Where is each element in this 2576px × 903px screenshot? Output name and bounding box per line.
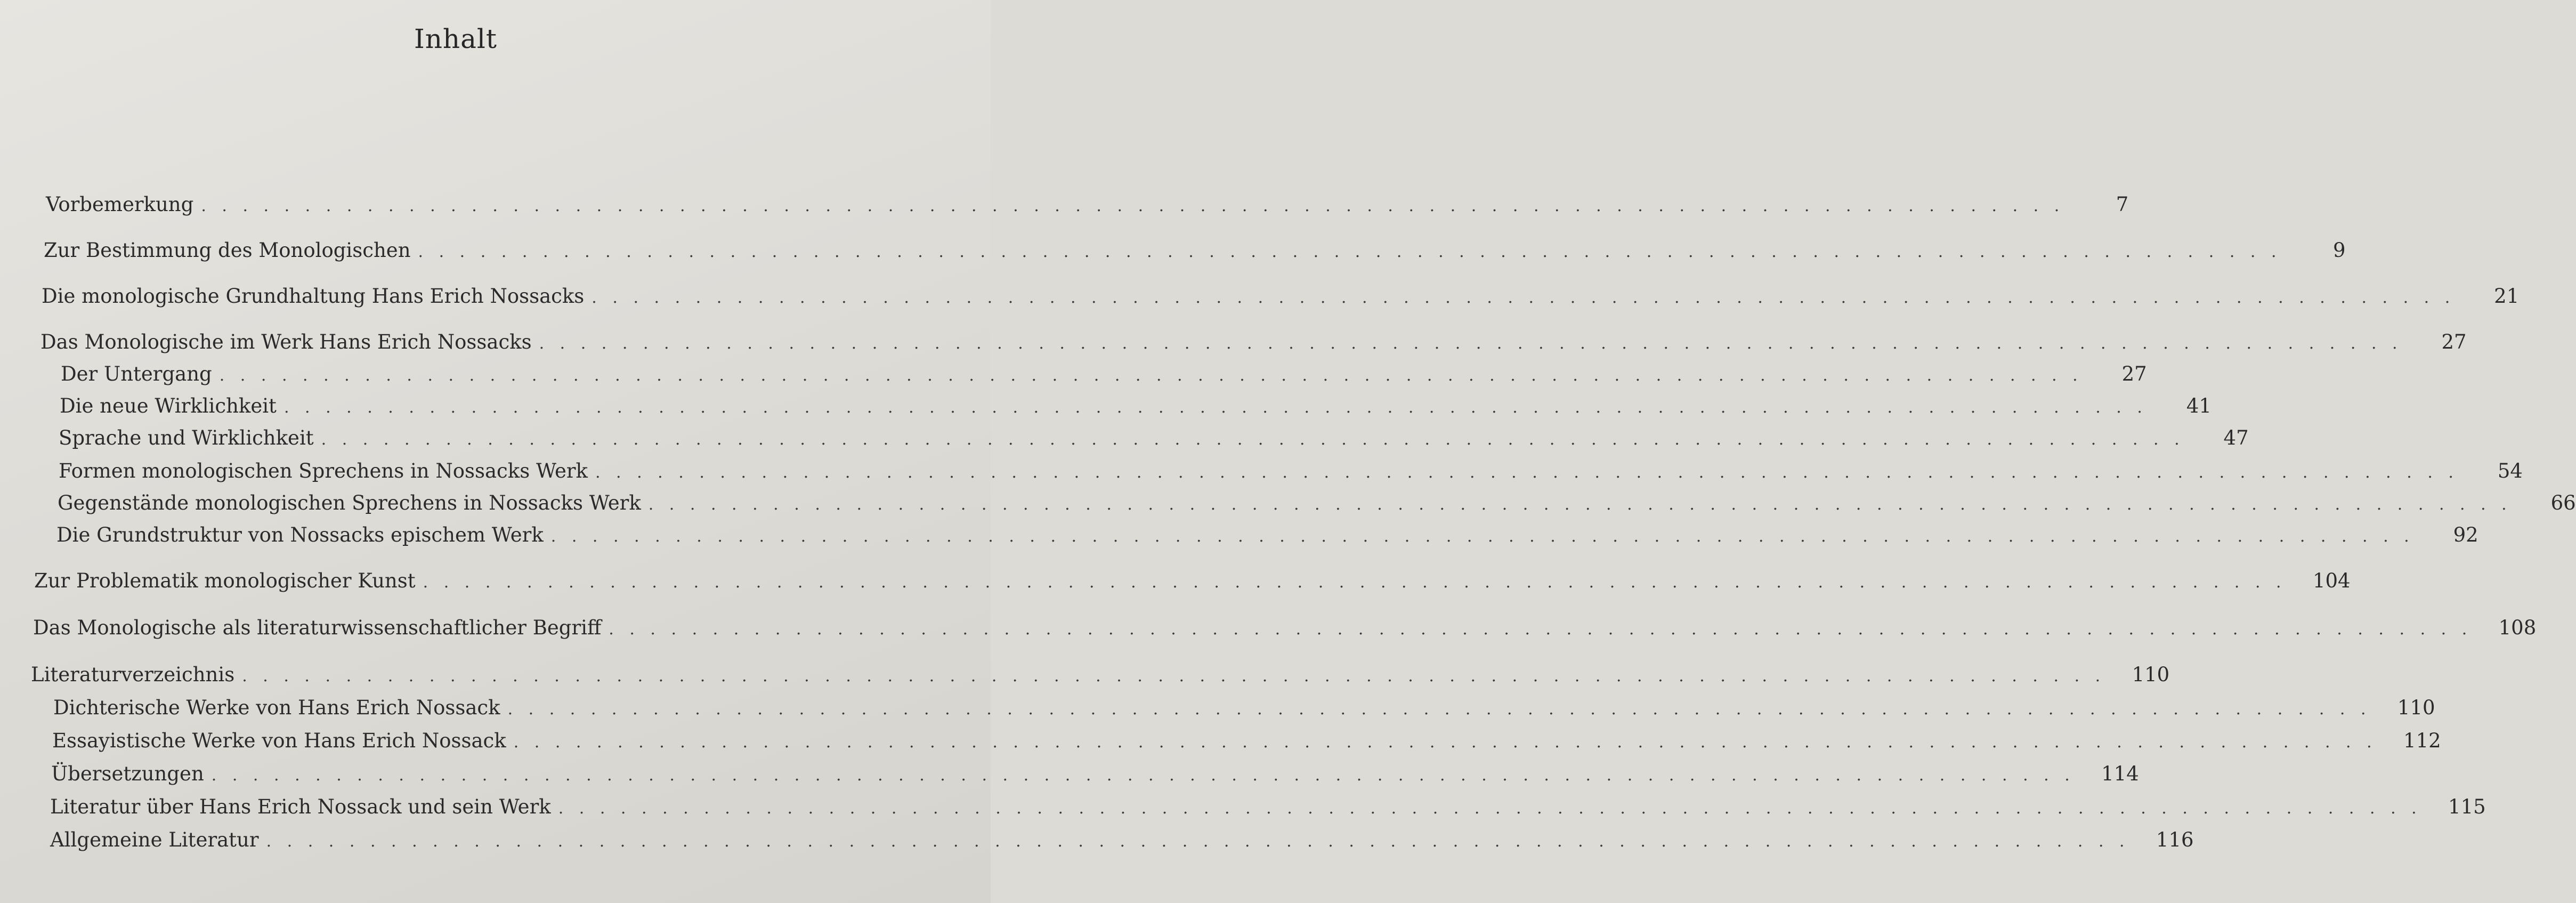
toc-leader-dots: . . . . . . . . . . . . . . . . . . . . . . . . . . . . . . . . . . . . . . . . . . . . . . . . . . . . . . . . . . . . . . . . . . . . . . . . . . . . . . . . . . . . . . . . . .	[609, 620, 2473, 639]
toc-entry-page-number: 92	[2453, 523, 2478, 546]
toc-entry-allgemeine-literatur[interactable]	[50, 828, 2194, 853]
toc-entry-page-number: 54	[2497, 459, 2523, 482]
toc-entry-page-number: 115	[2448, 795, 2486, 818]
toc-leader-dots: . . . . . . . . . . . . . . . . . . . . . . . . . . . . . . . . . . . . . . . . . . . . . . . . . . . . . . . . . . . . . . . . . . . . . . . . . . . . . . . . . . . . . . . . . .	[283, 398, 2148, 417]
toc-entry-grundhaltung[interactable]	[42, 285, 2520, 310]
toc-entry-sprache-und-wirklichkeit[interactable]	[59, 426, 2249, 452]
toc-leader-dots: . . . . . . . . . . . . . . . . . . . . . . . . . . . . . . . . . . . . . . . . . . . . . . . . . . . . . . . . . . . . . . . . . . . . . . . . . . . . . . . . . . . . . . . . . .	[423, 573, 2287, 592]
toc-leader-dots: . . . . . . . . . . . . . . . . . . . . . . . . . . . . . . . . . . . . . . . . . . . . . . . . . . . . . . . . . . . . . . . . . . . . . . . . . . . . . . . . . . . . . . . . . .	[595, 463, 2459, 482]
toc-leader-dots: . . . . . . . . . . . . . . . . . . . . . . . . . . . . . . . . . . . . . . . . . . . . . . . . . . . . . . . . . . . . . . . . . . . . . . . . . . . . . . . . . . . . . . . . . .	[219, 366, 2083, 385]
toc-entry-label: Literaturverzeichnis	[31, 663, 235, 686]
toc-entry-page-number: 110	[2132, 663, 2170, 686]
toc-entry-zur-bestimmung[interactable]	[44, 239, 2346, 264]
toc-entry-page-number: 41	[2186, 394, 2212, 417]
page-title: Inhalt	[414, 23, 498, 54]
toc-entry-page-number: 7	[2116, 193, 2129, 216]
toc-entry-page-number: 47	[2223, 426, 2249, 449]
toc-entry-page-number: 104	[2312, 569, 2351, 592]
toc-entry-label: Die neue Wirklichkeit	[60, 394, 277, 417]
toc-entry-uebersetzungen[interactable]	[51, 762, 2139, 787]
toc-leader-dots: . . . . . . . . . . . . . . . . . . . . . . . . . . . . . . . . . . . . . . . . . . . . . . . . . . . . . . . . . . . . . . . . . . . . . . . . . . . . . . . . . . . . . . . . . .	[507, 700, 2371, 719]
toc-leader-dots: . . . . . . . . . . . . . . . . . . . . . . . . . . . . . . . . . . . . . . . . . . . . . . . . . . . . . . . . . . . . . . . . . . . . . . . . . . . . . . . . . . . . . . . . . .	[539, 334, 2403, 353]
toc-entry-vorbemerkung[interactable]	[46, 193, 2129, 218]
toc-entry-label: Formen monologischen Sprechens in Nossacks Werk	[59, 459, 588, 482]
toc-entry-label: Zur Bestimmung des Monologischen	[44, 239, 411, 262]
toc-entry-page-number: 9	[2332, 239, 2346, 262]
toc-leader-dots: . . . . . . . . . . . . . . . . . . . . . . . . . . . . . . . . . . . . . . . . . . . . . . . . . . . . . . . . . . . . . . . . . . . . . . . . . . . . . . . . . . . . . . . . . .	[201, 197, 2065, 215]
toc-entry-label: Sprache und Wirklichkeit	[59, 426, 314, 449]
toc-entry-label: Literatur über Hans Erich Nossack und sein Werk	[50, 795, 551, 818]
toc-entry-label: Der Untergang	[61, 362, 212, 385]
toc-leader-dots: . . . . . . . . . . . . . . . . . . . . . . . . . . . . . . . . . . . . . . . . . . . . . . . . . . . . . . . . . . . . . . . . . . . . . . . . . . . . . . . . . . . . . . . . . .	[513, 733, 2377, 752]
toc-entry-page-number: 27	[2441, 330, 2467, 353]
toc-entry-literaturverzeichnis[interactable]	[31, 663, 2170, 688]
toc-entry-page-number: 114	[2101, 762, 2139, 785]
toc-entry-formen[interactable]	[59, 459, 2523, 485]
toc-entry-label: Übersetzungen	[51, 762, 204, 785]
toc-entry-problematik[interactable]	[34, 569, 2351, 594]
toc-entry-label: Allgemeine Literatur	[50, 828, 259, 851]
toc-entry-label: Das Monologische im Werk Hans Erich Nossacks	[40, 330, 532, 353]
toc-leader-dots: . . . . . . . . . . . . . . . . . . . . . . . . . . . . . . . . . . . . . . . . . . . . . . . . . . . . . . . . . . . . . . . . . . . . . . . . . . . . . . . . . . . . . . . . . .	[266, 832, 2130, 851]
toc-leader-dots: . . . . . . . . . . . . . . . . . . . . . . . . . . . . . . . . . . . . . . . . . . . . . . . . . . . . . . . . . . . . . . . . . . . . . . . . . . . . . . . . . . . . . . . . . .	[211, 766, 2075, 785]
toc-entry-label: Zur Problematik monologischer Kunst	[34, 569, 416, 592]
toc-leader-dots: . . . . . . . . . . . . . . . . . . . . . . . . . . . . . . . . . . . . . . . . . . . . . . . . . . . . . . . . . . . . . . . . . . . . . . . . . . . . . . . . . . . . . . . . . .	[242, 667, 2106, 686]
toc-leader-dots: . . . . . . . . . . . . . . . . . . . . . . . . . . . . . . . . . . . . . . . . . . . . . . . . . . . . . . . . . . . . . . . . . . . . . . . . . . . . . . . . . . . . . . . . . .	[321, 430, 2185, 449]
toc-entry-gegenstaende[interactable]	[58, 491, 2576, 517]
toc-entry-neue-wirklichkeit[interactable]	[60, 394, 2212, 420]
toc-entry-page-number: 66	[2550, 491, 2576, 514]
toc-entry-page-number: 21	[2494, 285, 2520, 308]
toc-entry-grundstruktur[interactable]	[56, 523, 2478, 549]
toc-entry-page-number: 112	[2403, 729, 2441, 752]
toc-entry-page-number: 27	[2121, 362, 2147, 385]
toc-entry-untergang[interactable]	[61, 362, 2147, 388]
toc-leader-dots: . . . . . . . . . . . . . . . . . . . . . . . . . . . . . . . . . . . . . . . . . . . . . . . . . . . . . . . . . . . . . . . . . . . . . . . . . . . . . . . . . . . . . . . . . .	[648, 495, 2512, 514]
toc-leader-dots: . . . . . . . . . . . . . . . . . . . . . . . . . . . . . . . . . . . . . . . . . . . . . . . . . . . . . . . . . . . . . . . . . . . . . . . . . . . . . . . . . . . . . . . . . .	[592, 288, 2456, 307]
toc-entry-page-number: 108	[2498, 616, 2537, 639]
toc-entry-monologische-im-werk[interactable]	[40, 330, 2467, 356]
toc-entry-label: Essayistische Werke von Hans Erich Nossack	[52, 729, 506, 752]
toc-leader-dots: . . . . . . . . . . . . . . . . . . . . . . . . . . . . . . . . . . . . . . . . . . . . . . . . . . . . . . . . . . . . . . . . . . . . . . . . . . . . . . . . . . . . . . . . . .	[550, 527, 2415, 546]
toc-entry-literatur-ueber-nossack[interactable]	[50, 795, 2486, 820]
toc-leader-dots: . . . . . . . . . . . . . . . . . . . . . . . . . . . . . . . . . . . . . . . . . . . . . . . . . . . . . . . . . . . . . . . . . . . . . . . . . . . . . . . . . . . . . . . . . .	[558, 799, 2422, 818]
toc-entry-label: Das Monologische als literaturwissenschaftlicher Begriff	[33, 616, 602, 639]
toc-entry-label: Die Grundstruktur von Nossacks epischem Werk	[56, 523, 544, 546]
toc-entry-label: Vorbemerkung	[46, 193, 194, 216]
toc-entry-label: Gegenstände monologischen Sprechens in Nossacks Werk	[58, 491, 641, 514]
toc-entry-label: Die monologische Grundhaltung Hans Erich Nossacks	[42, 285, 585, 308]
toc-entry-label: Dichterische Werke von Hans Erich Nossack	[53, 696, 500, 719]
toc-entry-essayistische-werke[interactable]	[52, 729, 2441, 754]
toc-entry-dichterische-werke[interactable]	[53, 696, 2435, 721]
toc-leader-dots: . . . . . . . . . . . . . . . . . . . . . . . . . . . . . . . . . . . . . . . . . . . . . . . . . . . . . . . . . . . . . . . . . . . . . . . . . . . . . . . . . . . . . . . . . .	[418, 243, 2282, 261]
toc-entry-page-number: 110	[2397, 696, 2435, 719]
toc-entry-page-number: 116	[2156, 828, 2194, 851]
toc-entry-literaturwissenschaftlicher-begriff[interactable]	[33, 616, 2537, 641]
